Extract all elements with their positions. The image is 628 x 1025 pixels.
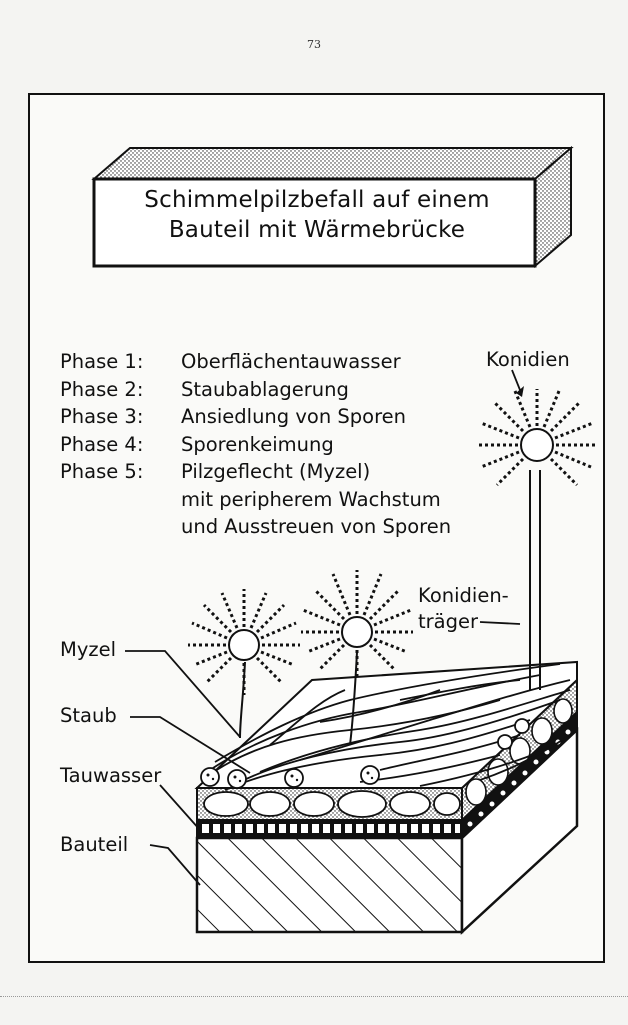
label-konidientraeger-line1: Konidien-	[418, 584, 509, 607]
phase-label: Phase 3:	[60, 405, 144, 428]
phase-text: Staubablagerung	[181, 377, 349, 401]
label-konidientraeger-line2: träger	[418, 610, 479, 633]
phase-item	[60, 376, 451, 404]
diagram-title	[96, 185, 538, 245]
page-edge-noise	[0, 996, 628, 1001]
phase-label: Phase 1:	[60, 350, 144, 373]
phase-label: Phase 2:	[60, 377, 144, 401]
phase-item	[60, 403, 451, 431]
label-konidien: Konidien	[486, 348, 570, 371]
phase-text-continuation: und Ausstreuen von Sporen	[181, 515, 452, 538]
phase-item	[60, 458, 451, 486]
phase-text: Oberflächentauwasser	[181, 350, 401, 373]
page-number: 73	[307, 38, 321, 51]
label-bauteil: Bauteil	[60, 833, 129, 856]
phase-text: Ansiedlung von Sporen	[181, 405, 407, 428]
label-tauwasser: Tauwasser	[60, 764, 162, 787]
phase-item	[60, 431, 451, 459]
phase-label: Phase 4:	[60, 432, 144, 456]
phase-text: Pilzgeflecht (Myzel)	[181, 460, 371, 483]
phase-item	[60, 348, 451, 376]
phase-label: Phase 5:	[60, 460, 144, 483]
title-line-1: Schimmelpilzbefall auf einem	[144, 187, 490, 213]
phase-text: Sporenkeimung	[181, 432, 334, 456]
label-staub: Staub	[60, 704, 117, 727]
label-myzel: Myzel	[60, 638, 117, 661]
phase-text-continuation: mit peripherem Wachstum	[181, 487, 441, 511]
bauteil-block	[197, 662, 577, 932]
title-line-2: Bauteil mit Wärmebrücke	[168, 217, 466, 243]
phase-list	[60, 348, 451, 541]
